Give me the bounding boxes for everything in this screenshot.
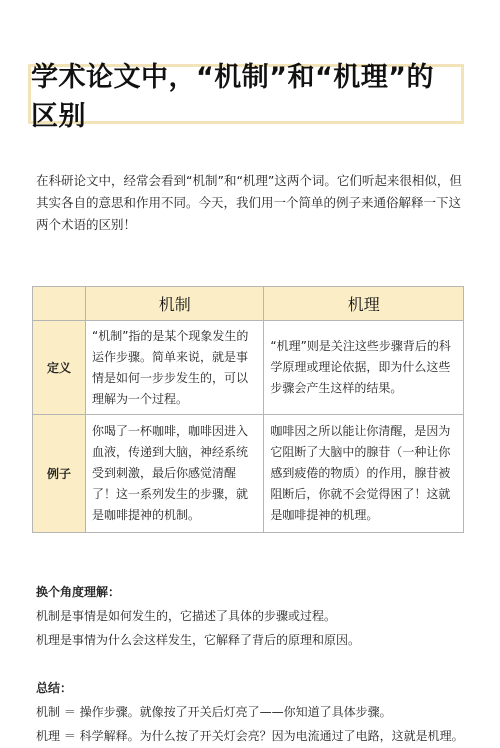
row-label-example: 例子	[33, 415, 86, 533]
definition-mechanism-cell: “机制”指的是某个现象发生的运作步骤。简单来说，就是事情是如何一步步发生的，可以理解为一个过程。	[86, 321, 264, 415]
summary-heading: 总结：	[36, 681, 73, 695]
example-mechanism-cell: 你喝了一杯咖啡，咖啡因进入血液，传递到大脑，神经系统受到刺激，最后你感觉清醒了！这一系列发生的步骤，就是咖啡提神的机制。	[86, 415, 264, 533]
table-row	[33, 321, 464, 415]
summary-section	[36, 676, 476, 748]
angle-section	[36, 580, 476, 652]
column-header-mechanism: 机制	[86, 287, 264, 321]
intro-paragraph: 在科研论文中，经常会看到“机制”和“机理”这两个词。它们听起来很相似，但其实各自的意思和作用不同。今天，我们用一个简单的例子来通俗解释一下这两个术语的区别！	[36, 173, 462, 232]
angle-line-2: 机理是事情为什么会这样发生，它解释了背后的原理和原因。	[36, 633, 361, 647]
summary-line-1: 机制 ＝ 操作步骤。就像按了开关后灯亮了——你知道了具体步骤。	[36, 705, 392, 719]
row-label-definition: 定义	[33, 321, 86, 415]
table-row	[33, 415, 464, 533]
table-corner-cell	[33, 287, 86, 321]
example-principle-cell: 咖啡因之所以能让你清醒，是因为它阻断了大脑中的腺苷（一种让你感到疲倦的物质）的作用，腺苷被阻断后，你就不会觉得困了！这就是咖啡提神的机理。	[264, 415, 464, 533]
angle-line-1: 机制是事情是如何发生的，它描述了具体的步骤或过程。	[36, 609, 337, 623]
column-header-principle: 机理	[264, 287, 464, 321]
definition-principle-cell: “机理”则是关注这些步骤背后的科学原理或理论依据，即为什么这些步骤会产生这样的结果。	[264, 321, 464, 415]
comparison-table	[32, 286, 464, 533]
table-header-row	[33, 287, 464, 321]
summary-line-2: 机理 ＝ 科学解释。为什么按了开关灯会亮？因为电流通过了电路，这就是机理。	[36, 729, 464, 743]
angle-heading: 换个角度理解：	[36, 585, 121, 599]
page-title: 学术论文中，“机制”和“机理”的区别	[31, 62, 434, 132]
title-box	[28, 62, 464, 132]
